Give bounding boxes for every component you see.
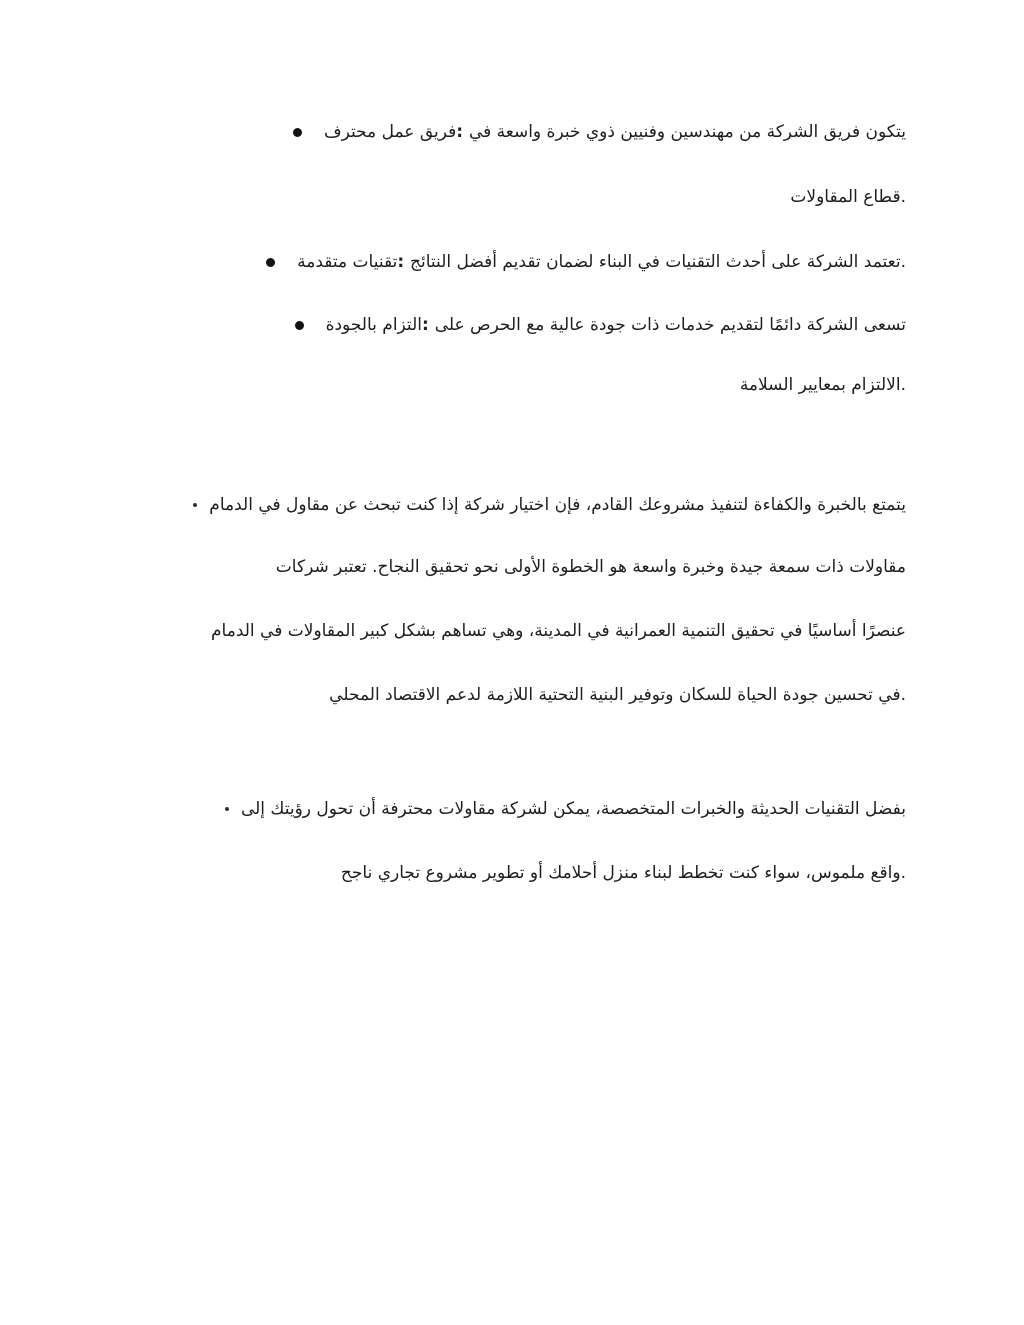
bullet-text: .تعتمد الشركة على أحدث التقنيات في البناء لضمان تقديم أفضل النتائج	[410, 252, 906, 272]
bullet-dot-icon	[293, 128, 302, 137]
bullet-text: تسعى الشركة دائمًا لتقديم خدمات ذات جودة عالية مع الحرص على	[434, 315, 906, 335]
paragraph-line: .واقع ملموس، سواء كنت تخطط لبناء منزل أحلامك أو تطوير مشروع تجاري ناجح	[340, 863, 906, 883]
paragraph-line: عنصرًا أساسيًا في تحقيق التنمية العمرانية في المدينة، وهي تساهم بشكل كبير المقاولات في الدمام	[211, 621, 906, 641]
small-bullet-icon	[225, 807, 229, 811]
bullet-text: يتكون فريق الشركة من مهندسين وفنيين ذوي خبرة واسعة في	[468, 122, 906, 142]
bullet-item-quality: تسعى الشركة دائمًا لتقديم خدمات ذات جودة عالية مع الحرص على :التزام بالجودة	[295, 313, 906, 337]
bullet-continuation: .الالتزام بمعايير السلامة	[739, 375, 906, 395]
bullet-continuation: .قطاع المقاولات	[790, 187, 906, 207]
bullet-dot-icon	[295, 321, 304, 330]
paragraph-line: .في تحسين جودة الحياة للسكان وتوفير البنية التحتية اللازمة لدعم الاقتصاد المحلي	[329, 685, 906, 705]
paragraph-line	[225, 797, 906, 821]
paragraph-text: يتمتع بالخبرة والكفاءة لتنفيذ مشروعك القادم، فإن اختيار شركة إذا كنت تبحث عن مقاول في الدمام	[209, 495, 906, 515]
bullet-item-technology: .تعتمد الشركة على أحدث التقنيات في البناء لضمان تقديم أفضل النتائج :تقنيات متقدمة	[266, 250, 906, 274]
paragraph-line: مقاولات ذات سمعة جيدة وخبرة واسعة هو الخطوة الأولى نحو تحقيق النجاح. تعتبر شركات	[275, 557, 906, 577]
paragraph-text: بفضل التقنيات الحديثة والخبرات المتخصصة، يمكن لشركة مقاولات محترفة أن تحول رؤيتك إلى	[240, 799, 906, 819]
small-bullet-icon	[193, 503, 197, 507]
bullet-label: التزام بالجودة	[325, 315, 422, 335]
bullet-label: فريق عمل محترف	[323, 122, 457, 142]
paragraph-line	[193, 493, 906, 517]
bullet-dot-icon	[266, 258, 275, 267]
bullet-item-team: يتكون فريق الشركة من مهندسين وفنيين ذوي خبرة واسعة في :فريق عمل محترف	[293, 120, 906, 144]
bullet-label: تقنيات متقدمة	[297, 252, 398, 272]
